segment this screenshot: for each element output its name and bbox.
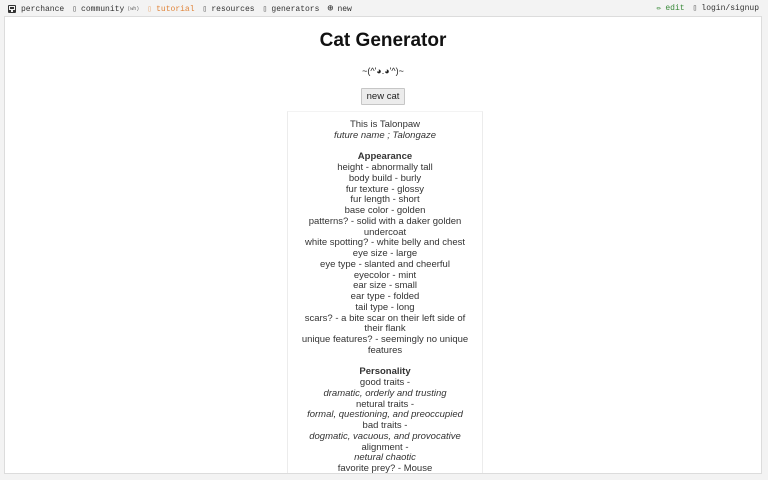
good-traits-label: good traits -: [359, 377, 411, 388]
nav-community-label: community: [81, 4, 125, 14]
new-cat-button[interactable]: new cat: [361, 88, 406, 105]
cat-face-emoticon: ~(^'◕.◕'^)~: [362, 66, 404, 76]
appearance-line: tail type - long: [355, 301, 415, 313]
nav-resources[interactable]: [203, 4, 255, 14]
appearance-line: their flank: [364, 323, 406, 335]
appearance-line: height - abnormally tall: [337, 162, 433, 173]
nav-generators-label: generators: [271, 4, 320, 14]
appearance-line: eye type - slanted and cheerful: [320, 258, 450, 270]
alignment-label: alignment -: [361, 441, 409, 453]
dice-icon: [8, 5, 16, 13]
top-nav-left: [8, 3, 360, 15]
bad-traits-label: bad traits -: [362, 420, 408, 431]
appearance-line: unique features? - seemingly no unique: [301, 334, 469, 345]
generator-panel: [4, 16, 762, 474]
nav-edit[interactable]: [657, 3, 685, 13]
nav-tutorial[interactable]: [147, 4, 194, 14]
top-nav-right: [657, 3, 759, 13]
user-icon: ▯: [692, 4, 698, 13]
nav-generators[interactable]: [263, 4, 320, 14]
pencil-icon: ✏: [656, 4, 662, 13]
appearance-line: fur texture - glossy: [345, 183, 425, 195]
favorite-prey: favorite prey? - Mouse: [337, 463, 433, 474]
page-title: Cat Generator: [319, 30, 447, 51]
box-icon: ▯: [202, 5, 208, 14]
nav-new[interactable]: [327, 3, 351, 15]
appearance-line: patterns? - solid with a daker golden: [308, 215, 462, 227]
appearance-header: Appearance: [357, 151, 413, 163]
nav-login[interactable]: [693, 3, 759, 13]
grid-icon: ▯: [262, 5, 268, 14]
appearance-line: eye size - large: [352, 248, 418, 259]
good-traits-value: dramatic, orderly and trusting: [323, 387, 447, 399]
nav-community-badge: (wh): [127, 6, 140, 12]
nav-community[interactable]: [72, 4, 139, 14]
nav-new-label: new: [337, 4, 352, 14]
cat-output: [287, 111, 483, 474]
book-icon: ▯: [147, 5, 153, 14]
appearance-line: ear size - small: [353, 280, 417, 292]
alignment-value: netural chaotic: [354, 452, 416, 464]
top-nav-bar: [0, 0, 768, 16]
appearance-line: eyecolor - mint: [353, 269, 417, 281]
bad-traits-value: dogmatic, vacuous, and provocative: [309, 430, 461, 442]
nav-resources-label: resources: [211, 4, 255, 14]
chat-icon: ▯: [72, 5, 78, 14]
personality-header: Personality: [359, 366, 411, 378]
appearance-line: body build - burly: [348, 172, 422, 184]
appearance-line: fur length - short: [350, 194, 420, 206]
appearance-line: undercoat: [363, 226, 407, 238]
cat-intro: This is Talonpaw: [349, 119, 421, 130]
nav-perchance[interactable]: [8, 5, 64, 14]
appearance-line: features: [367, 344, 403, 356]
appearance-line: ear type - folded: [350, 291, 420, 302]
appearance-line: base color - golden: [344, 205, 426, 216]
plus-circle-icon: ⊕: [327, 4, 334, 15]
nav-tutorial-label: tutorial: [156, 4, 195, 14]
cat-future-name: future name ; Talongaze: [333, 129, 437, 141]
nav-edit-label: edit: [665, 3, 685, 13]
nav-perchance-label: perchance: [21, 4, 65, 14]
button-row: [5, 86, 761, 105]
appearance-line: white spotting? - white belly and chest: [304, 237, 465, 249]
nav-login-label: login/signup: [701, 3, 759, 13]
appearance-line: scars? - a bite scar on their left side of: [304, 312, 466, 324]
neutral-traits-value: formal, questioning, and preoccupied: [307, 409, 463, 421]
neutral-traits-label: netural traits -: [355, 398, 415, 410]
